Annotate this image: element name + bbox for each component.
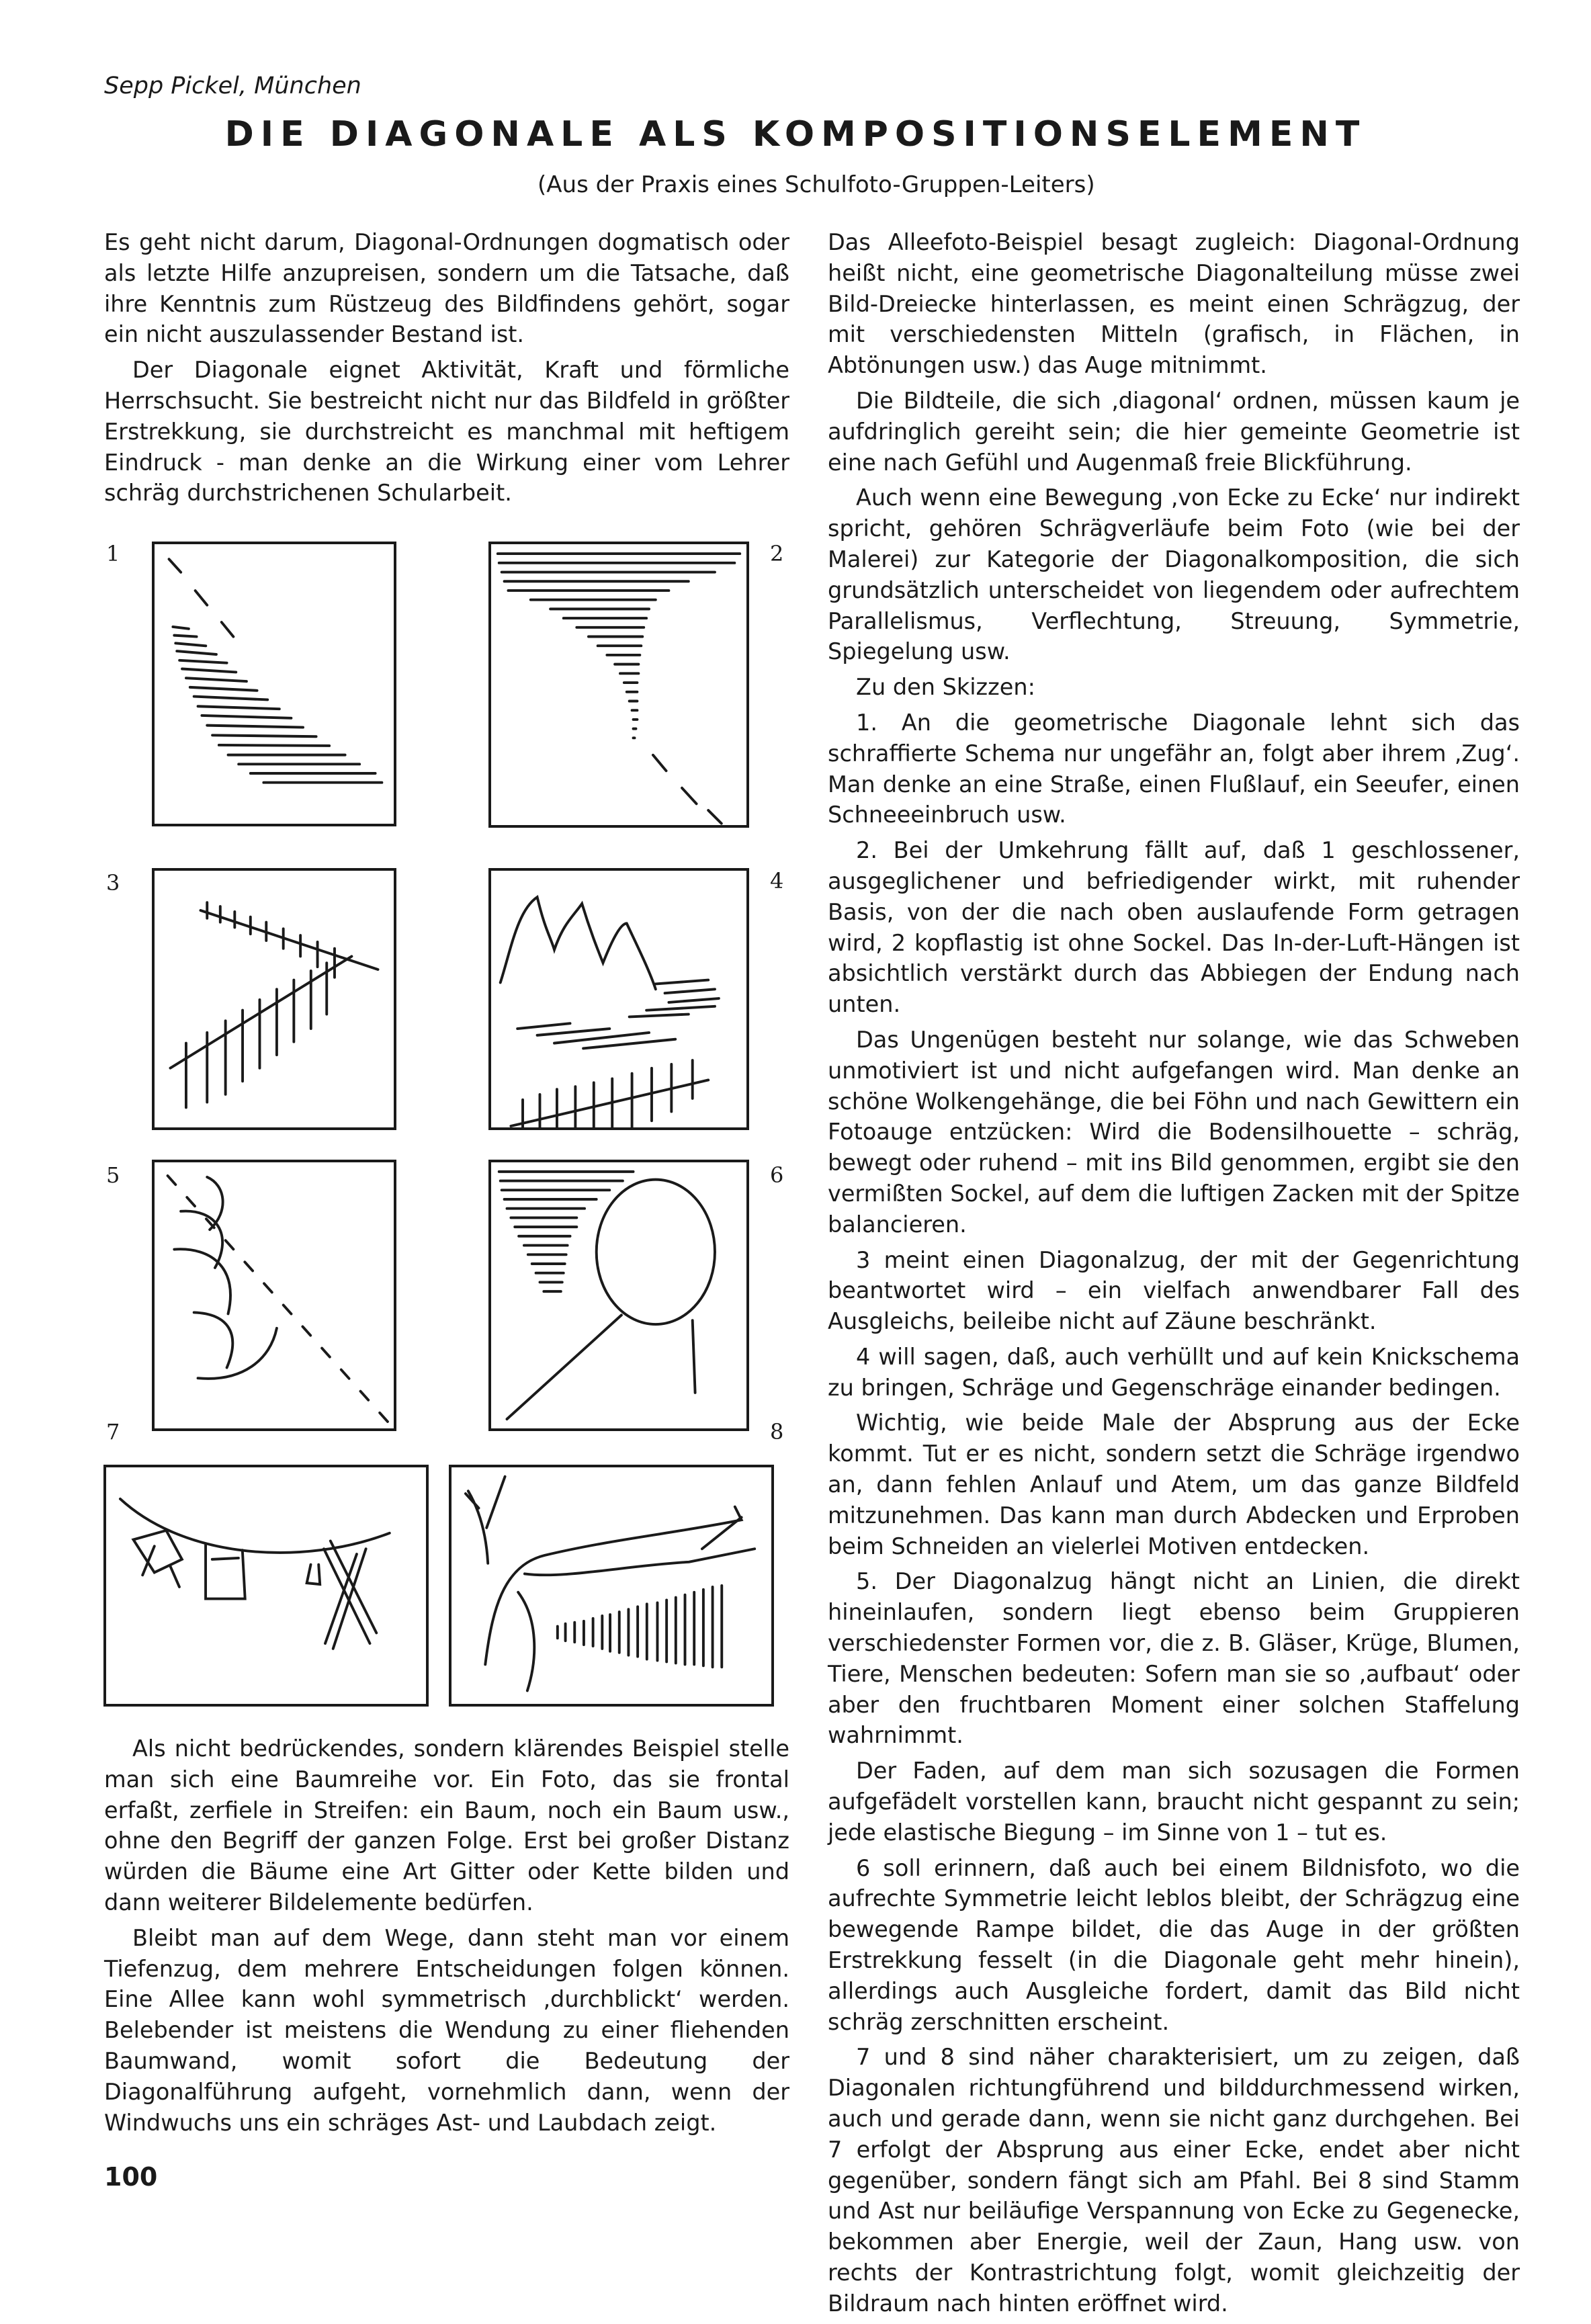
figure-number-7: 7 (106, 1419, 120, 1445)
sketch-8-drawing (452, 1467, 771, 1704)
figure-number-6: 6 (770, 1162, 784, 1188)
sketch-2 (488, 542, 749, 828)
paragraph: Als nicht bedrückendes, sondern klärendes Beispiel stelle man sich eine Baumreihe vor. Ein Foto, das sie frontal erfaßt, zerfiele in Streifen: ein Baum, noch ein Baum usw., ohne den Begriff der ganzen Folge. Erst bei großer Distanz würden die Bäume eine Art Gitter oder Kette bilden und dann weiterer Bildelemente bedürfen. (104, 1735, 789, 1916)
sketch-1 (152, 542, 396, 826)
paragraph: 4 will sagen, daß, auch verhüllt und auf kein Knickschema zu bringen, Schräge und Gegenschräge einander bedingen. (828, 1343, 1520, 1401)
figure-number-4: 4 (770, 868, 784, 894)
left-column-top (104, 227, 789, 513)
paragraph: 5. Der Diagonalzug hängt nicht an Linien, die direkt hineinlaufen, sondern liegt ebenso beim Gruppieren verschiedenster Formen vor, die z. B. Gläser, Krüge, Blumen, Tiere, Menschen bedeuten: Sofern man sie so ‚aufbaut‘ oder aber den fruchtbaren Moment einer solchen Staffelung wahrnimmt. (828, 1568, 1520, 1749)
sketch-3 (152, 868, 396, 1130)
paragraph: Auch wenn eine Bewegung ‚von Ecke zu Ecke‘ nur indirekt spricht, gehören Schrägverläufe beim Foto (wie bei der Malerei) zur Kategorie der Diagonalkomposition, die sich grundsätzlich unterscheidet von liegendem oder aufrechtem Parallelismus, Verflechtung, Streuung, Symmetrie, Spiegelung usw. (828, 484, 1520, 665)
sketch-3-drawing (155, 871, 394, 1127)
figure-number-5: 5 (106, 1162, 120, 1188)
sketch-7-drawing (106, 1467, 426, 1704)
figure-number-3: 3 (106, 870, 120, 896)
article-subtitle: (Aus der Praxis eines Schulfoto-Gruppen-Leiters) (538, 171, 1095, 198)
paragraph: Die Bildteile, die sich ‚diagonal‘ ordnen, müssen kaum je aufdringlich gereiht sein; die hier gemeinte Geometrie ist eine nach Gefühl und Augenmaß freie Blickführung. (828, 387, 1520, 476)
sketch-4-drawing (491, 871, 746, 1127)
sketch-7 (103, 1465, 429, 1707)
figure-number-8: 8 (770, 1419, 784, 1445)
paragraph: Das Ungenügen besteht nur solange, wie das Schweben unmotiviert ist und nicht aufgefangen wird. Man denke an schöne Wolkengehänge, die bei Föhn und nach Gewittern ein Fotoauge entzücken: Wird die Bodensilhouette – schräg, bewegt oder ruhend – mit ins Bild genommen, ergibt sie den vermißten Sockel, auf dem die luftigen Zacken mit der Spitze balancieren. (828, 1026, 1520, 1238)
page-number: 100 (104, 2162, 158, 2192)
paragraph: Der Faden, auf dem man sich sozusagen die Formen aufgefädelt vorstellen kann, braucht nicht gespannt zu sein; jede elastische Biegung – im Sinne von 1 – tut es. (828, 1758, 1520, 1846)
sketch-4 (488, 868, 749, 1130)
paragraph: Es geht nicht darum, Diagonal-Ordnungen dogmatisch oder als letzte Hilfe anzupreisen, sondern um die Tatsache, daß ihre Kenntnis zum Rüstzeug des Bildfindens gehört, sogar ein nicht auszulassender Bestand ist. (104, 229, 789, 348)
left-column-bottom (104, 1733, 789, 2143)
author-line: Sepp Pickel, München (104, 73, 361, 99)
paragraph: Wichtig, wie beide Male der Absprung aus der Ecke kommt. Tut er es nicht, sondern setzt die Schräge irgendwo an, dann fehlen Anlauf und Atem, um das ganze Bildfeld mitzunehmen. Das kann man durch Abdecken und Erproben beim Schneiden an vielerlei Motiven entdecken. (828, 1410, 1520, 1559)
article-title: DIE DIAGONALE ALS KOMPOSITIONSELEMENT (224, 114, 1367, 155)
sketch-5-drawing (155, 1162, 394, 1428)
sketch-5 (152, 1160, 396, 1431)
sketch-2-drawing (491, 544, 746, 825)
paragraph: 1. An die geometrische Diagonale lehnt sich das schraffierte Schema nur ungefähr an, folgt aber ihrem ‚Zug‘. Man denke an eine Straße, einen Flußlauf, ein Seeufer, einen Schneeeinbruch usw. (828, 709, 1520, 828)
sketch-8 (449, 1465, 774, 1707)
figure-number-2: 2 (770, 541, 784, 566)
paragraph: Der Diagonale eignet Aktivität, Kraft und förmliche Herrschsucht. Sie bestreicht nicht nur das Bildfeld in größter Erstrekkung, sie durchstreicht es manchmal mit heftigem Eindruck - man denke an die Wirkung einer vom Lehrer schräg durchstrichenen Schularbeit. (104, 357, 789, 507)
paragraph: Das Alleefoto-Beispiel besagt zugleich: Diagonal-Ordnung heißt nicht, eine geometrische Diagonalteilung müsse zwei Bild-Dreiecke hinterlassen, es meint einen Schrägzug, der mit verschiedensten Mitteln (grafisch, in Flächen, in Abtönungen usw.) das Auge mitnimmt. (828, 229, 1520, 379)
paragraph: 7 und 8 sind näher charakterisiert, um zu zeigen, daß Diagonalen richtungführend und bilddurchmessend wirken, auch und gerade dann, wenn sie nicht ganz durchgehen. Bei 7 erfolgt der Absprung aus einer Ecke, endet aber nicht gegenüber, sondern fängt sich am Pfahl. Bei 8 sind Stamm und Ast nur beiläufige Verspannung von Ecke zu Gegenecke, bekommen aber Energie, weil der Zaun, Hang usw. von rechts der Kontrastrichtung folgt, womit gleichzeitig der Bildraum nach hinten eröffnet wird. (828, 2044, 1520, 2317)
paragraph: 6 soll erinnern, daß auch bei einem Bildnisfoto, wo die aufrechte Symmetrie leicht leblos bleibt, der Schrägzug eine bewegende Rampe bildet, die das Auge in der größten Erstrekkung fesselt (in die Diagonale geht mehr hinein), allerdings auch Ausgleiche fordert, damit das Bild nicht schräg zerschnitten erscheint. (828, 1854, 1520, 2035)
paragraph: 2. Bei der Umkehrung fällt auf, daß 1 geschlossener, ausgeglichener und befriedigender wirkt, mit ruhender Basis, von der die nach oben auslaufende Form getragen wird, 2 kopflastig ist ohne Sockel. Das In-der-Luft-Hängen ist absichtlich verstärkt durch das Abbiegen der Endung nach unten. (828, 837, 1520, 1018)
right-column (828, 227, 1520, 2324)
figure-number-1: 1 (106, 541, 120, 566)
paragraph: Bleibt man auf dem Wege, dann steht man vor einem Tiefenzug, dem mehrere Entscheidungen folgen können. Eine Allee kann wohl symmetrisch ‚durchblickt‘ werden. Belebender ist meistens die Wendung zu einer fliehenden Baumwand, womit sofort die Bedeutung der Diagonalführung aufgeht, vornehmlich dann, wenn der Windwuchs uns ein schräges Ast- und Laubdach zeigt. (104, 1924, 789, 2136)
paragraph: 3 meint einen Diagonalzug, der mit der Gegenrichtung beantwortet wird – ein vielfach anwendbarer Fall des Ausgleichs, beileibe nicht auf Zäune beschränkt. (828, 1246, 1520, 1335)
sketch-1-drawing (155, 544, 394, 824)
paragraph: Zu den Skizzen: (856, 674, 1035, 701)
sketch-6 (488, 1160, 749, 1431)
sketch-6-drawing (491, 1162, 746, 1428)
